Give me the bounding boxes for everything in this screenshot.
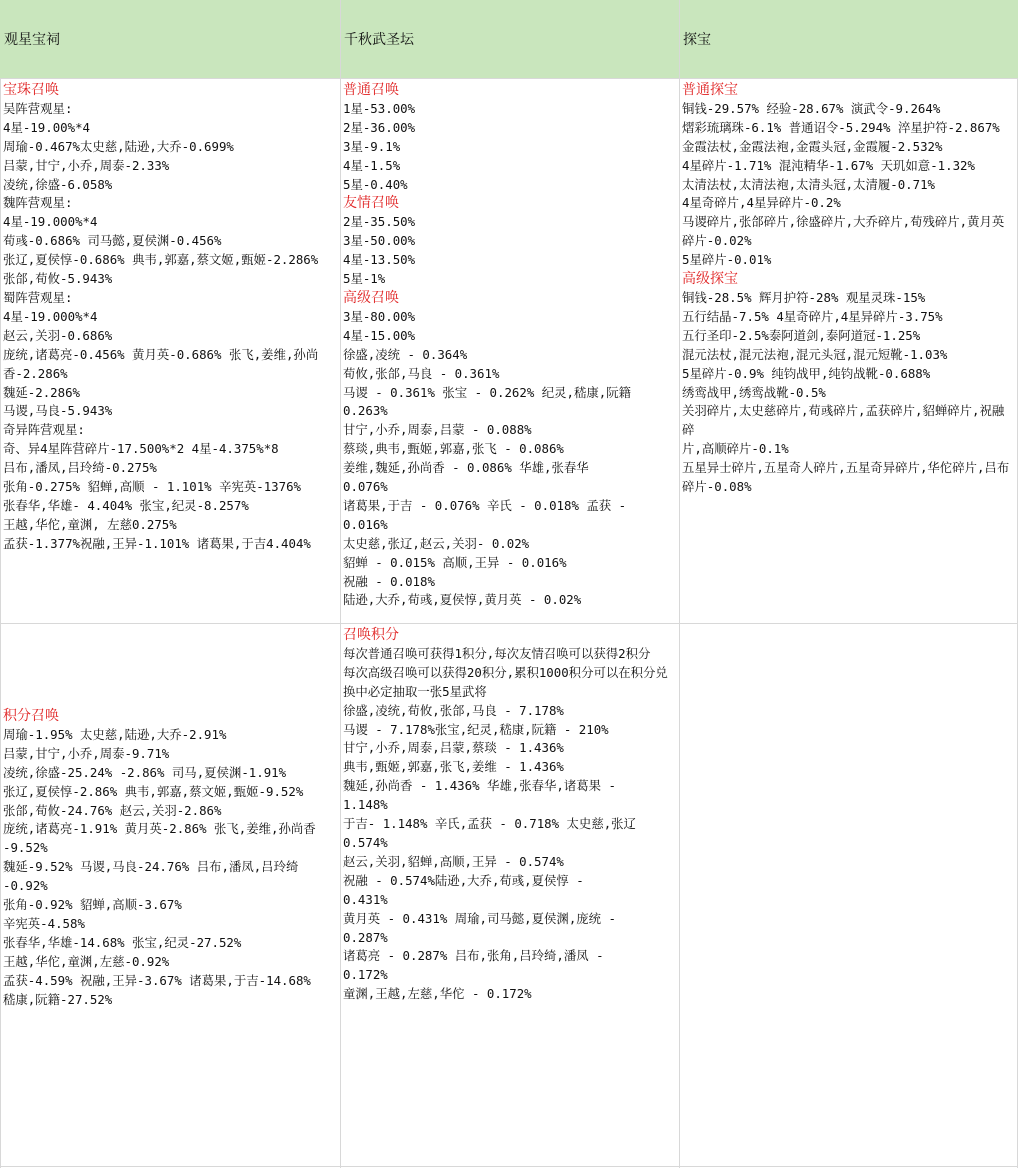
text-line: 凌统,徐盛-25.24% -2.86% 司马,夏侯渊-1.91% bbox=[3, 764, 287, 780]
text-line: 1星-53.00% bbox=[343, 100, 416, 116]
text-line: 5星碎片-0.9% 纯钧战甲,纯钧战靴-0.688% bbox=[682, 365, 931, 381]
section-title: 召唤积分 bbox=[343, 627, 399, 643]
text-line: 张辽,夏侯惇-2.86% 典韦,郭嘉,蔡文姬,甄姬-9.52% bbox=[3, 783, 304, 799]
text-line: 孟获-4.59% 祝融,王异-3.67% 诸葛果,于吉-14.68% bbox=[3, 972, 311, 988]
text-line: 香-2.286% bbox=[3, 365, 68, 381]
text-line: 吕蒙,甘宁,小乔,周泰-9.71% bbox=[3, 745, 170, 761]
text-line: 张春华,华雄- 4.404% 张宝,纪灵-8.257% bbox=[3, 497, 249, 513]
text-line: 蜀阵营观星: bbox=[3, 289, 73, 305]
header-col-qianqiu bbox=[340, 0, 679, 78]
text-line: 4星-1.5% bbox=[343, 157, 401, 173]
text-line: 荀彧-0.686% 司马懿,夏侯渊-0.456% bbox=[3, 233, 222, 249]
text-line: 4星-15.00% bbox=[343, 327, 416, 343]
text-line: 0.016% bbox=[343, 516, 388, 532]
text-line: 典韦,甄姬,郭嘉,张飞,姜维 - 1.436% bbox=[343, 759, 564, 775]
section-title: 友情召唤 bbox=[343, 195, 399, 212]
text-line: 荀攸,张郃,马良 - 0.361% bbox=[343, 365, 500, 381]
section-title: 宝珠召唤 bbox=[3, 82, 59, 98]
text-line: 绣鸾战甲,绣鸾战靴-0.5% bbox=[682, 384, 826, 400]
text-line: 碎片-0.08% bbox=[682, 479, 752, 495]
section-title: 高级召唤 bbox=[343, 289, 399, 306]
text-line: 金霞法杖,金霞法袍,金霞头冠,金霞履-2.532% bbox=[682, 138, 943, 154]
text-line: 铜钱-28.5% 辉月护符-28% 观星灵珠-15% bbox=[682, 289, 926, 305]
section-title: 普通召唤 bbox=[343, 82, 399, 98]
text-line: 赵云,关羽-0.686% bbox=[3, 327, 113, 343]
text-line: 混元法杖,混元法袍,混元头冠,混元短靴-1.03% bbox=[682, 346, 948, 362]
text-line: 4星-19.000%*4 bbox=[3, 214, 98, 230]
text-line: 3星-50.00% bbox=[343, 233, 416, 249]
text-line: 马谡碎片,张郃碎片,徐盛碎片,大乔碎片,荀残碎片,黄月英碎片-0.02% bbox=[682, 214, 1005, 249]
section-title: 高级探宝 bbox=[682, 271, 738, 288]
text-line: 太史慈,张辽,赵云,关羽- 0.02% bbox=[343, 535, 530, 551]
text-line: 甘宁,小乔,周泰,吕蒙 - 0.088% bbox=[343, 422, 532, 438]
text-line: 张郃,荀攸-24.76% 赵云,关羽-2.86% bbox=[3, 802, 222, 818]
text-line: 马谡 - 7.178%张宝,纪灵,嵇康,阮籍 - 210% bbox=[343, 721, 609, 737]
text-line: 奇异阵营观星: bbox=[3, 422, 85, 438]
text-line: 嵇康,阮籍-27.52% bbox=[3, 991, 113, 1007]
text-line: 陆逊,大乔,荀彧,夏侯惇,黄月英 - 0.02% bbox=[343, 592, 582, 608]
text-line: 0.263% bbox=[343, 403, 388, 419]
text-line: 魏延,孙尚香 - 1.436% 华雄,张春华,诸葛果 - bbox=[343, 778, 616, 794]
text-line: 太清法杖,太清法袍,太清头冠,太清履-0.71% bbox=[682, 176, 935, 192]
cell-guanxing-summon bbox=[0, 79, 336, 622]
text-line: 马谡,马良-5.943% bbox=[3, 403, 113, 419]
text-line: 1.148% bbox=[343, 797, 388, 813]
text-line: 周瑜-0.467%太史慈,陆逊,大乔-0.699% bbox=[3, 138, 234, 154]
text-line: 片,高顺碎片-0.1% bbox=[682, 441, 789, 457]
row-divider bbox=[0, 623, 1018, 624]
table-border-bottom bbox=[0, 1166, 1018, 1167]
text-line: -0.92% bbox=[3, 878, 48, 894]
text-line: 熠彩琉璃珠-6.1% 普通诏令-5.294% 淬星护符-2.867% bbox=[682, 119, 1000, 135]
column-divider bbox=[340, 0, 341, 1168]
text-line: 张角-0.92% 貂蝉,高顺-3.67% bbox=[3, 897, 182, 913]
text-line: 每次高级召唤可以获得20积分,累积1000积分可以在积分兑 bbox=[343, 664, 668, 680]
text-line: 祝融 - 0.574%陆逊,大乔,荀彧,夏侯惇 - bbox=[343, 872, 584, 888]
text-line: 4星-19.00%*4 bbox=[3, 119, 90, 135]
text-line: 铜钱-29.57% 经验-28.67% 演武令-9.264% bbox=[682, 100, 941, 116]
text-line: 祝融 - 0.018% bbox=[343, 573, 435, 589]
cell-empty bbox=[679, 624, 1015, 1164]
text-line: 魏延-2.286% bbox=[3, 384, 80, 400]
text-line: 0.574% bbox=[343, 834, 388, 850]
text-line: 张春华,华雄-14.68% 张宝,纪灵-27.52% bbox=[3, 934, 242, 950]
cell-summon-points bbox=[340, 624, 676, 1164]
text-line: 徐盛,凌统 - 0.364% bbox=[343, 346, 468, 362]
text-line: 2星-36.00% bbox=[343, 119, 416, 135]
text-line: 5星-0.40% bbox=[343, 176, 408, 192]
cell-tanbao bbox=[679, 79, 1015, 622]
text-line: 每次普通召唤可获得1积分,每次友情召唤可以获得2积分 bbox=[343, 645, 651, 661]
text-line: 0.287% bbox=[343, 929, 388, 945]
cell-points-summon bbox=[0, 705, 336, 1165]
text-line: 诸葛亮 - 0.287% 吕布,张角,吕玲绮,潘凤 - bbox=[343, 948, 604, 964]
text-line: 辛宪英-4.58% bbox=[3, 915, 85, 931]
text-line: 3星-80.00% bbox=[343, 308, 416, 324]
text-line: 徐盛,凌统,荀攸,张郃,马良 - 7.178% bbox=[343, 702, 564, 718]
column-divider bbox=[679, 0, 680, 1168]
text-line: 魏阵营观星: bbox=[3, 195, 73, 211]
text-line: 诸葛果,于吉 - 0.076% 辛氏 - 0.018% 孟获 - bbox=[343, 497, 627, 513]
text-line: 童渊,王越,左慈,华佗 - 0.172% bbox=[343, 986, 532, 1002]
text-line: 王越,华佗,童渊,左慈-0.92% bbox=[3, 953, 170, 969]
text-line: 奇、异4星阵营碎片-17.500%*2 4星-4.375%*8 bbox=[3, 441, 279, 457]
text-line: 张角-0.275% 貂蝉,高顺 - 1.101% 辛宪英-1376% bbox=[3, 479, 302, 495]
section-title: 普通探宝 bbox=[682, 82, 738, 98]
text-line: 五行结晶-7.5% 4星奇碎片,4星异碎片-3.75% bbox=[682, 308, 943, 324]
header-col-guanxing bbox=[0, 0, 340, 78]
header-label-tanbao: 探宝 bbox=[683, 32, 711, 48]
cell-qianqiu-summon bbox=[340, 79, 676, 622]
text-line: 5星碎片-0.01% bbox=[682, 252, 772, 268]
text-line: 4星-19.000%*4 bbox=[3, 308, 98, 324]
text-line: 魏延-9.52% 马谡,马良-24.76% 吕布,潘凤,吕玲绮 bbox=[3, 859, 299, 875]
text-line: 于吉- 1.148% 辛氏,孟获 - 0.718% 太史慈,张辽 bbox=[343, 816, 636, 832]
text-line: 换中必定抽取一张5星武将 bbox=[343, 683, 487, 699]
text-line: 姜维,魏延,孙尚香 - 0.086% 华雄,张春华 bbox=[343, 460, 589, 476]
text-line: 张郃,荀攸-5.943% bbox=[3, 271, 113, 287]
text-line: 五星异士碎片,五星奇人碎片,五星奇异碎片,华佗碎片,吕布 bbox=[682, 460, 1010, 476]
header-label-guanxing: 观星宝祠 bbox=[4, 32, 60, 48]
header-label-qianqiu: 千秋武圣坛 bbox=[344, 32, 414, 48]
text-line: 4星奇碎片,4星异碎片-0.2% bbox=[682, 195, 841, 211]
text-line: 4星碎片-1.71% 混沌精华-1.67% 天玑如意-1.32% bbox=[682, 157, 975, 173]
text-line: 3星-9.1% bbox=[343, 138, 401, 154]
text-line: 凌统,徐盛-6.058% bbox=[3, 176, 113, 192]
text-line: 赵云,关羽,貂蝉,高顺,王异 - 0.574% bbox=[343, 853, 564, 869]
text-line: 4星-13.50% bbox=[343, 252, 416, 268]
text-line: 庞统,诸葛亮-0.456% 黄月英-0.686% 张飞,姜维,孙尚 bbox=[3, 346, 319, 362]
text-line: 五行圣印-2.5%泰阿道剑,泰阿道冠-1.25% bbox=[682, 327, 921, 343]
text-line: 王越,华佗,童渊, 左慈0.275% bbox=[3, 516, 177, 532]
text-line: 0.172% bbox=[343, 967, 388, 983]
header-col-tanbao bbox=[679, 0, 1018, 78]
text-line: 孟获-1.377%祝融,王异-1.101% 诸葛果,于吉4.404% bbox=[3, 535, 311, 551]
text-line: 黄月英 - 0.431% 周瑜,司马懿,夏侯渊,庞统 - bbox=[343, 910, 616, 926]
text-line: 吕蒙,甘宁,小乔,周泰-2.33% bbox=[3, 157, 170, 173]
text-line: 马谡 - 0.361% 张宝 - 0.262% 纪灵,嵇康,阮籍 bbox=[343, 384, 632, 400]
text-line: 周瑜-1.95% 太史慈,陆逊,大乔-2.91% bbox=[3, 726, 227, 742]
text-line: -9.52% bbox=[3, 840, 48, 856]
text-line: 0.076% bbox=[343, 479, 388, 495]
header-divider bbox=[0, 78, 1018, 79]
text-line: 吕布,潘凤,吕玲绮-0.275% bbox=[3, 460, 157, 476]
text-line: 0.431% bbox=[343, 891, 388, 907]
text-line: 2星-35.50% bbox=[343, 214, 416, 230]
text-line: 貂蝉 - 0.015% 高顺,王异 - 0.016% bbox=[343, 554, 567, 570]
text-line: 蔡琰,典韦,甄姬,郭嘉,张飞 - 0.086% bbox=[343, 441, 564, 457]
text-line: 5星-1% bbox=[343, 271, 386, 287]
text-line: 张辽,夏侯惇-0.686% 典韦,郭嘉,蔡文姬,甄姬-2.286% bbox=[3, 252, 319, 268]
text-line: 关羽碎片,太史慈碎片,荀彧碎片,孟获碎片,貂蝉碎片,祝融碎 bbox=[682, 403, 1005, 438]
text-line: 庞统,诸葛亮-1.91% 黄月英-2.86% 张飞,姜维,孙尚香 bbox=[3, 821, 316, 837]
section-title: 积分召唤 bbox=[3, 708, 59, 724]
text-line: 甘宁,小乔,周泰,吕蒙,蔡琰 - 1.436% bbox=[343, 740, 564, 756]
text-line: 吴阵营观星: bbox=[3, 100, 73, 116]
